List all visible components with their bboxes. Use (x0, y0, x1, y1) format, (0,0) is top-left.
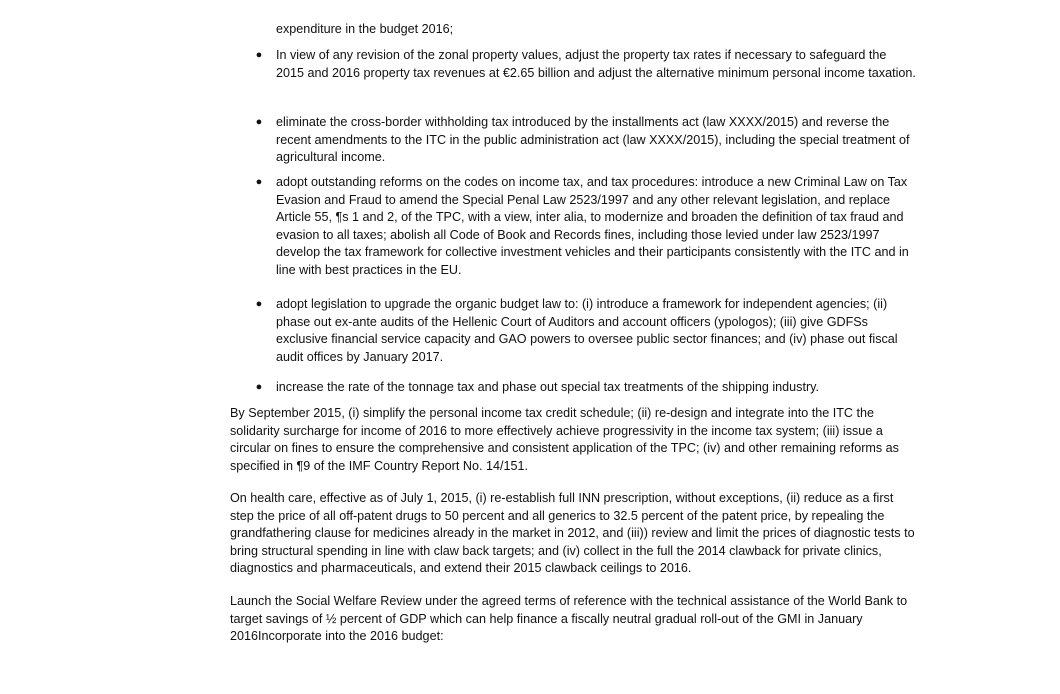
bullet-item-withholding-tax (255, 114, 916, 167)
bullet-text: adopt outstanding reforms on the codes on income tax, and tax procedures: introduce a new Criminal Law on Tax Evasion and Fraud to amend the Special Penal Law 2523/1997 and any other relevant legislation, and replace Article 55, ¶s 1 and 2, of the TPC, with a view, inter alia, to modernize and broaden the definition of tax fraud and evasion to all taxes; abolish all Code of Book and Records fines, including those levied under law 2523/1997 develop the tax framework for collective investment vehicles and their participants consistently with the ITC and in line with best practices in the EU. (276, 175, 909, 277)
bullet-item-organic-budget-law (255, 296, 916, 366)
bullet-dot-icon: ● (255, 176, 263, 188)
bullet-text: increase the rate of the tonnage tax and phase out special tax treatments of the shipping industry. (276, 380, 820, 394)
bullet-text: adopt legislation to upgrade the organic budget law to: (i) introduce a framework for independent agencies; (ii) phase out ex-ante audits of the Hellenic Court of Auditors and account officers (ypologos); (iii) give GDFSs exclusive financial service capacity and GAO powers to oversee public sector finances; and (iv) phase out fiscal audit offices by January 2017. (276, 297, 898, 364)
bullet-item-tonnage-tax (255, 379, 916, 397)
bullet-item-property-tax (255, 47, 916, 82)
paragraph-september-2015: By September 2015, (i) simplify the personal income tax credit schedule; (ii) re-design and integrate into the ITC the solidarity surcharge for income of 2016 to more effectively achieve progressivity in the income tax system; (iii) issue a circular on fines to ensure the comprehensive and consistent application of the TPC; (iv) and other remaining reforms as specified in ¶9 of the IMF Country Report No. 14/151. (230, 406, 899, 473)
paragraph-social-welfare: Launch the Social Welfare Review under the agreed terms of reference with the technical assistance of the World Bank to target savings of ½ percent of GDP which can help finance a fiscally neutral gradual roll-out of the GMI in January 2016Incorporate into the 2016 budget: (230, 594, 908, 644)
bullet-item-codes-reform (255, 174, 916, 280)
paragraph-health-care: On health care, effective as of July 1, 2015, (i) re-establish full INN prescription, without exceptions, (ii) reduce as a first step the price of all off-patent drugs to 50 percent and all generics to 32.5 percent of the patent price, by repealing the grandfathering clause for medicines already in the market in 2012, and (iii)) review and limit the prices of diagnostic tests to bring structural spending in line with claw back targets; and (iv) collect in the full the 2014 clawback for private clinics, diagnostics and pharmaceuticals, and extend their 2015 clawback ceilings to 2016. (230, 491, 915, 576)
bullet-text: In view of any revision of the zonal property values, adjust the property tax rates if necessary to safeguard the 2015 and 2016 property tax revenues at €2.65 billion and adjust the alternative minimum personal income taxation. (276, 48, 916, 80)
bullet-dot-icon: ● (255, 381, 263, 393)
bullet-dot-icon: ● (255, 116, 263, 128)
continuation-text: expenditure in the budget 2016; (276, 22, 454, 36)
bullet-text: eliminate the cross-border withholding tax introduced by the installments act (law XXXX/2015) and reverse the recent amendments to the ITC in the public administration act (law XXXX/2015), including the special treatment of agricultural income. (276, 115, 910, 165)
bullet-dot-icon: ● (255, 298, 263, 310)
bullet-dot-icon: ● (255, 49, 263, 61)
